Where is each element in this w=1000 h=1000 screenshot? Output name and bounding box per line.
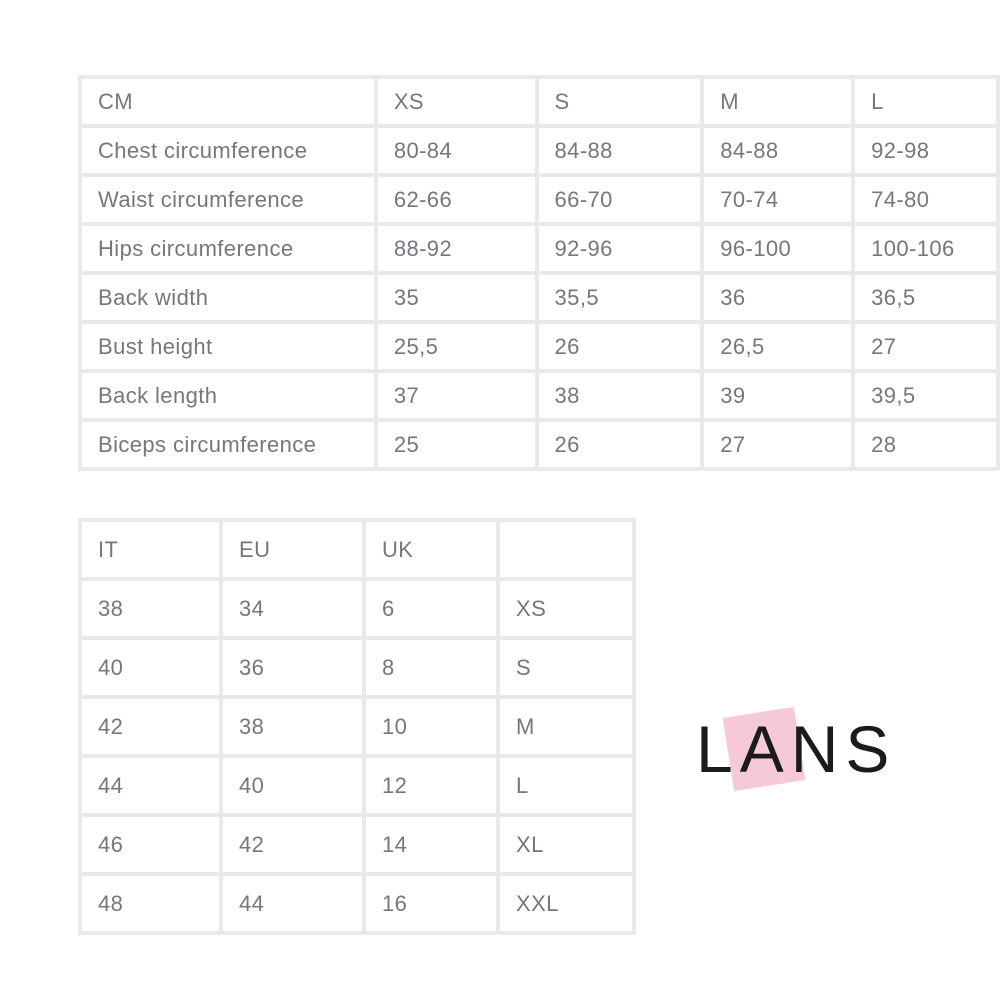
header-size-m: M	[702, 77, 853, 126]
cell-uk: 16	[364, 874, 498, 933]
cell-it: 38	[80, 579, 221, 638]
cell-it: 44	[80, 756, 221, 815]
cell-value: 25	[376, 420, 537, 469]
cell-value: 38	[537, 371, 703, 420]
cell-intl: S	[498, 638, 634, 697]
cell-eu: 44	[221, 874, 364, 933]
cell-eu: 34	[221, 579, 364, 638]
cell-it: 40	[80, 638, 221, 697]
cell-it: 46	[80, 815, 221, 874]
cell-value: 36,5	[853, 273, 998, 322]
cell-eu: 40	[221, 756, 364, 815]
measurement-table	[78, 75, 1000, 471]
cell-intl: XXL	[498, 874, 634, 933]
brand-logo	[696, 706, 906, 800]
header-eu: EU	[221, 520, 364, 579]
cell-value: 70-74	[702, 175, 853, 224]
cell-intl: L	[498, 756, 634, 815]
cell-value: 25,5	[376, 322, 537, 371]
cell-value: 80-84	[376, 126, 537, 175]
cell-value: 62-66	[376, 175, 537, 224]
table-row-hips	[80, 224, 998, 273]
cell-value: 39,5	[853, 371, 998, 420]
header-size-xs: XS	[376, 77, 537, 126]
cell-uk: 12	[364, 756, 498, 815]
cell-value: 96-100	[702, 224, 853, 273]
row-label: Bust height	[80, 322, 376, 371]
cell-uk: 8	[364, 638, 498, 697]
size-conversion-table	[78, 518, 636, 935]
cell-value: 37	[376, 371, 537, 420]
cell-intl: XS	[498, 579, 634, 638]
row-label: Waist circumference	[80, 175, 376, 224]
conversion-row-l	[80, 756, 634, 815]
row-label: Hips circumference	[80, 224, 376, 273]
cell-value: 92-98	[853, 126, 998, 175]
cell-eu: 42	[221, 815, 364, 874]
measurement-header-row	[80, 77, 998, 126]
cell-value: 27	[853, 322, 998, 371]
row-label: Back length	[80, 371, 376, 420]
table-row-chest	[80, 126, 998, 175]
table-row-bust-height	[80, 322, 998, 371]
conversion-row-xl	[80, 815, 634, 874]
cell-value: 26,5	[702, 322, 853, 371]
cell-it: 48	[80, 874, 221, 933]
cell-value: 27	[702, 420, 853, 469]
conversion-row-xs	[80, 579, 634, 638]
header-size-l: L	[853, 77, 998, 126]
cell-intl: M	[498, 697, 634, 756]
conversion-row-s	[80, 638, 634, 697]
row-label: Back width	[80, 273, 376, 322]
cell-value: 28	[853, 420, 998, 469]
table-row-back-length	[80, 371, 998, 420]
cell-eu: 36	[221, 638, 364, 697]
conversion-row-m	[80, 697, 634, 756]
row-label: Biceps circumference	[80, 420, 376, 469]
header-intl-blank	[498, 520, 634, 579]
cell-value: 88-92	[376, 224, 537, 273]
cell-value: 84-88	[537, 126, 703, 175]
cell-value: 35,5	[537, 273, 703, 322]
cell-value: 74-80	[853, 175, 998, 224]
table-row-back-width	[80, 273, 998, 322]
logo-wordmark	[696, 706, 906, 792]
cell-value: 84-88	[702, 126, 853, 175]
cell-value: 36	[702, 273, 853, 322]
cell-intl: XL	[498, 815, 634, 874]
table-row-biceps	[80, 420, 998, 469]
logo-letter-s: S	[845, 712, 897, 786]
row-label: Chest circumference	[80, 126, 376, 175]
cell-value: 35	[376, 273, 537, 322]
cell-uk: 6	[364, 579, 498, 638]
cell-value: 92-96	[537, 224, 703, 273]
cell-value: 26	[537, 322, 703, 371]
cell-eu: 38	[221, 697, 364, 756]
logo-letter-n: N	[790, 712, 846, 786]
header-size-s: S	[537, 77, 703, 126]
header-it: IT	[80, 520, 221, 579]
cell-value: 66-70	[537, 175, 703, 224]
logo-letter-l: L	[696, 712, 740, 786]
conversion-row-xxl	[80, 874, 634, 933]
cell-uk: 14	[364, 815, 498, 874]
cell-it: 42	[80, 697, 221, 756]
conversion-header-row	[80, 520, 634, 579]
cell-value: 26	[537, 420, 703, 469]
cell-value: 100-106	[853, 224, 998, 273]
table-row-waist	[80, 175, 998, 224]
logo-letter-a: A	[739, 712, 791, 786]
cell-value: 39	[702, 371, 853, 420]
cell-uk: 10	[364, 697, 498, 756]
header-unit-cm: CM	[80, 77, 376, 126]
header-uk: UK	[364, 520, 498, 579]
